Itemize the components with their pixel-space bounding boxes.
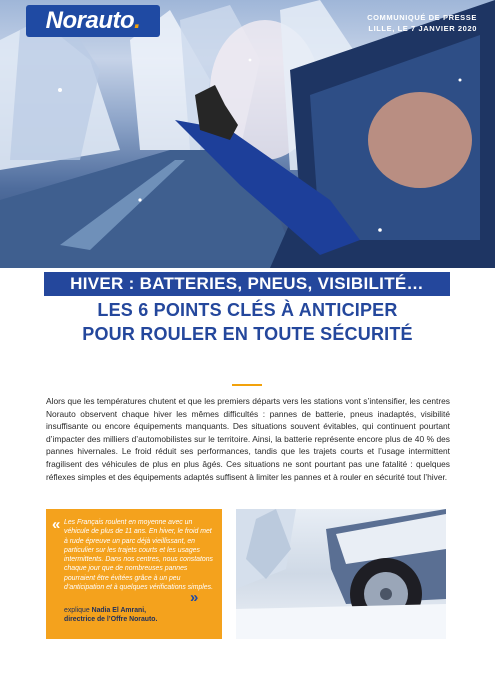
quote-attribution bbox=[64, 606, 214, 625]
quote-author-role: directrice de l’Offre Norauto. bbox=[64, 616, 158, 624]
close-quote-icon: » bbox=[190, 589, 199, 606]
snowy-car-photo bbox=[236, 509, 446, 639]
quote-text: Les Français roulent en moyenne avec un véhicule de plus de 11 ans. En hiver, le froid met à rude épreuve un parc déjà vieillissant, en particulier sur les trajets courts et les usages intermittents. Dans nos centres, nous constatons chaque jour que de nombreuses pannes pourraient être évitées grâce à un peu d’anticipation et à quelques vérifications simples. bbox=[64, 519, 213, 592]
intro-paragraph: Alors que les températures chutent et que les premiers départs vers les stations vont s’intensifier, les centres Norauto observent chaque hiver les mêmes difficultés : pannes de batterie, pneus inadaptés, visibilité insuffisante ou encore équipements manquants. Des situations souvent évitables, qui continuent pourtant d’impacter des milliers d’automobilistes sur le territoire. Ainsi, la batterie représente encore plus de 40 % des pannes hivernales. Le froid réduit ses performances, tandis que les trajets courts et l’usage intermittent fragilisent des véhicules de plus en plus âgés. Ces situations ne sont pourtant pas une fatalité : quelques réflexes simples et des équipements adaptés suffisent à limiter les pannes et à rouler en sécurité tout l’hiver. bbox=[46, 396, 450, 482]
subheadline-line-2: POUR ROULER EN TOUTE SÉCURITÉ bbox=[82, 324, 413, 344]
subheadline bbox=[40, 298, 455, 346]
press-release-date: LILLE, LE 7 JANVIER 2020 bbox=[368, 24, 477, 33]
norauto-logo: Norauto. bbox=[26, 5, 160, 37]
attribution-prefix: explique bbox=[64, 607, 90, 614]
accent-divider bbox=[232, 384, 262, 386]
quote-author-name: Nadia El Amrani, bbox=[91, 607, 147, 614]
hero-photo bbox=[0, 0, 495, 268]
headline-banner: HIVER : BATTERIES, PNEUS, VISIBILITÉ… bbox=[44, 272, 450, 296]
car-wheel-illustration bbox=[236, 509, 446, 639]
press-release-info bbox=[367, 12, 477, 34]
press-release-label: COMMUNIQUÉ DE PRESSE bbox=[367, 13, 477, 22]
subheadline-line-1: LES 6 POINTS CLÉS À ANTICIPER bbox=[97, 300, 398, 320]
winter-road-illustration bbox=[0, 0, 495, 268]
open-quote-icon: « bbox=[52, 516, 61, 533]
